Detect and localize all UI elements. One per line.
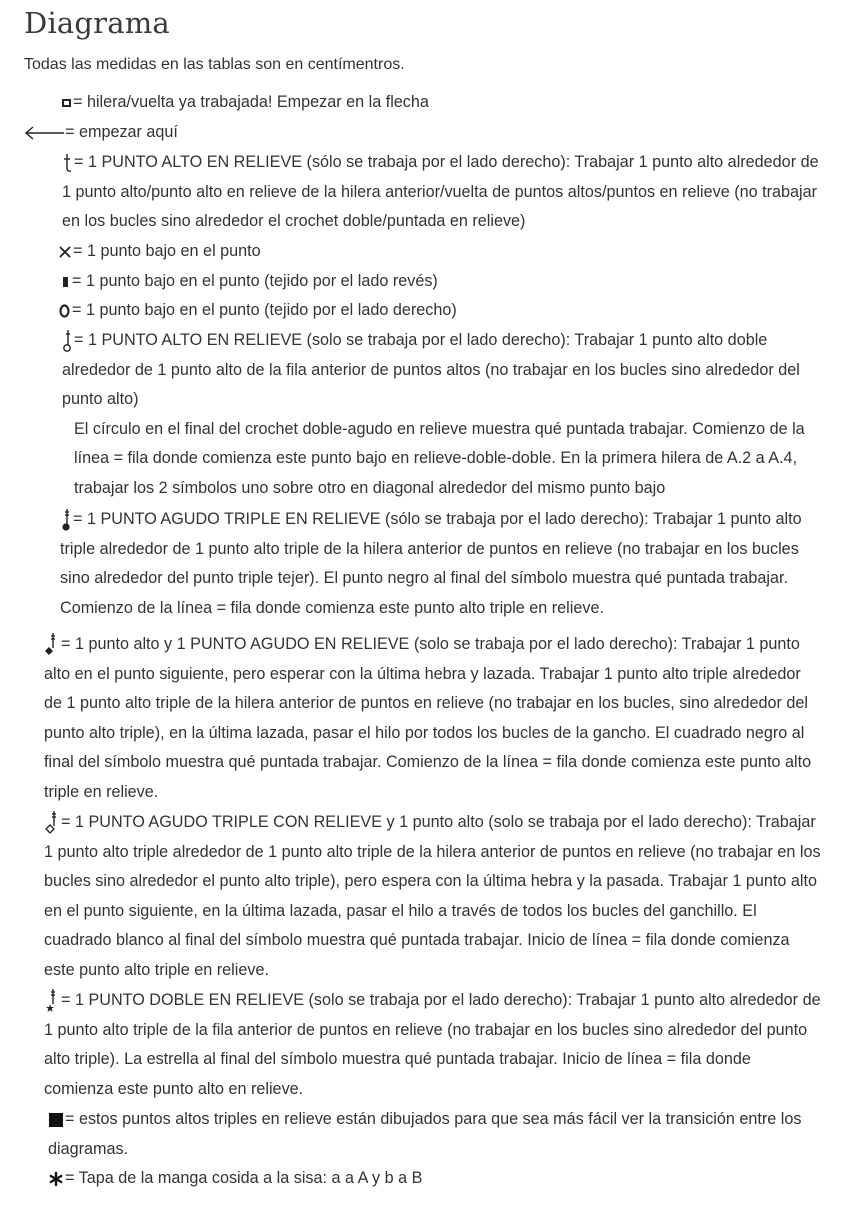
legend-text: = 1 punto alto y 1 PUNTO AGUDO EN RELIEVE (solo se trabaja por el lado derecho): Trabajar 1 punto alto en el punto siguiente, pero esperar con la última hebra y lazada. Trabajar 1 punto alto triple alrededor de 1 punto alto triple de la hilera anterior de puntos en relieve (no trabajar en los bucles, sino alrededor del punto alto triple), en la última lazada, pasar el hilo por todos los bucles de la gancho. El cuadrado negro al final del símbolo muestra qué puntada trabajar. Comienzo de la línea = fila donde comienza este punto alto triple en relieve. [44, 635, 812, 801]
legend-text: = 1 punto bajo en el punto (tejido por el lado derecho) [72, 301, 457, 319]
asterisk-icon [48, 1171, 64, 1187]
star-stick-icon [44, 988, 60, 1014]
legend-item [62, 326, 822, 504]
cross-icon [58, 245, 72, 259]
legend-text: = 1 punto bajo en el punto (tejido por el lado revés) [72, 272, 438, 290]
legend-item [58, 237, 818, 267]
filled-circle-stick-icon [60, 508, 72, 532]
open-circle-stick-icon [62, 329, 73, 353]
small-square-icon [62, 98, 72, 108]
open-diamond-stick-icon [44, 810, 60, 836]
legend-text: = 1 punto bajo en el punto [73, 242, 261, 260]
legend-note: El círculo en el final del crochet doble-agudo en relieve muestra qué puntada trabajar. Comienzo de la línea = fila donde comienza este punto bajo en relieve-doble-doble. En la primera hilera de A.2 a A.4, trabajar los 2 símbolos uno sobre otro en diagonal alrededor del mismo punto bajo [74, 419, 805, 497]
legend-item [58, 296, 818, 326]
legend-text: = 1 PUNTO AGUDO TRIPLE EN RELIEVE (sólo se trabaja por el lado derecho): Trabajar 1 punto alto triple alrededor de 1 punto alto triple de la hilera anterior de puntos en relieve (no trabajar en los bucles sino alrededor del punto triple tejer). El punto negro al final del símbolo muestra qué puntada trabajar. Comienzo de la línea = fila donde comienza este punto alto triple en relieve. [60, 510, 802, 617]
legend-item [44, 808, 822, 986]
legend-item [48, 1105, 822, 1164]
legend-text: = 1 PUNTO AGUDO TRIPLE CON RELIEVE y 1 punto alto (solo se trabaja por el lado derecho): Trabajar 1 punto alto triple alrededor de 1 punto alto triple de la hilera anterior de puntos en relieve (no trabajar en los bucles sino alrededor el punto alto triple), pero espera con la última hebra y la pasada. Trabajar 1 punto alto en el punto siguiente, en la última lazada, pasar el hilo a través de todos los bucles del ganchillo. El cuadrado blanco al final del símbolo muestra qué puntada trabajar. Inicio de línea = fila donde comienza este punto alto triple en relieve. [44, 813, 821, 979]
legend-text: = 1 PUNTO DOBLE EN RELIEVE (solo se trabaja por el lado derecho): Trabajar 1 punto alto alrededor de 1 punto alto triple de la fila anterior de puntos en relieve (no trabajar en los bucles sino alrededor del punto alto triple). La estrella al final del símbolo muestra qué puntada trabajar. Inicio de línea = fila donde comienza este punto alto en relieve. [44, 991, 821, 1098]
legend-item [62, 148, 822, 237]
black-bar-icon [60, 275, 71, 289]
legend-text: = Tapa de la manga cosida a la sisa: a a A y b a B [65, 1169, 423, 1187]
legend-item [44, 630, 822, 808]
arrow-left-icon [24, 126, 64, 140]
oval-icon [58, 303, 71, 319]
legend-item [62, 88, 822, 118]
legend-text: = hilera/vuelta ya trabajada! Empezar en la flecha [73, 93, 429, 111]
legend-item [48, 1164, 822, 1194]
filled-diamond-stick-icon [44, 632, 60, 658]
legend-text: = estos puntos altos triples en relieve están dibujados para que sea más fácil ver la transición entre los diagramas. [48, 1110, 802, 1158]
legend-text: = 1 PUNTO ALTO EN RELIEVE (sólo se trabaja por el lado derecho): Trabajar 1 punto alto alrededor de 1 punto alto/punto alto en relieve de la hilera anterior/vuelta de puntos altos/puntos en relieve (no trabajar en los bucles sino alrededor el crochet doble/puntada en relieve) [62, 153, 819, 231]
legend-item [60, 267, 820, 297]
legend-item [60, 505, 822, 623]
black-square-icon [48, 1112, 64, 1128]
hook-post-icon [62, 153, 73, 173]
legend-text: = empezar aquí [65, 123, 178, 141]
legend-item [44, 986, 822, 1104]
page-title: Diagrama [24, 6, 170, 40]
legend-item [24, 118, 804, 148]
legend-text: = 1 PUNTO ALTO EN RELIEVE (solo se trabaja por el lado derecho): Trabajar 1 punto alto doble alrededor de 1 punto alto de la fila anterior de puntos altos (no trabajar en los bucles sino alrededor del punto alto) [62, 331, 800, 409]
intro-text: Todas las medidas en las tablas son en centímentros. [24, 56, 405, 73]
